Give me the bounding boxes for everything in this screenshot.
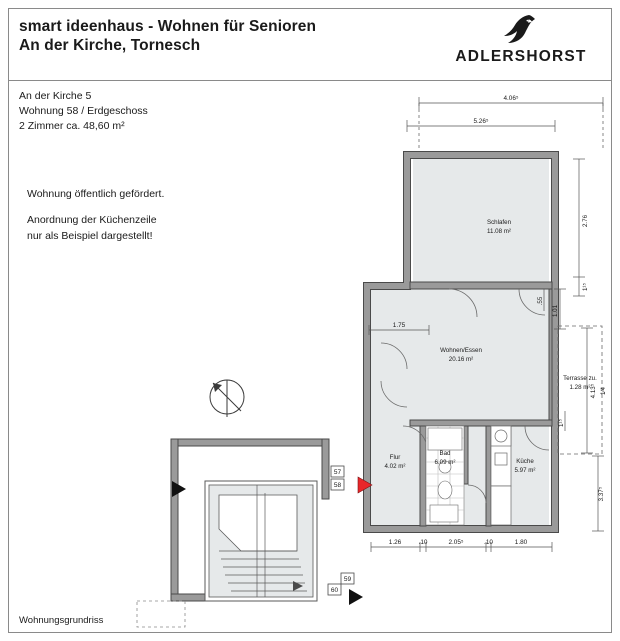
door-tag-57: 57 xyxy=(333,469,342,476)
room-area-bad: 6.09 m² xyxy=(434,459,456,466)
dim-right-115a: 1¹⁵ xyxy=(582,282,589,292)
room-name-schlafen: Schlafen xyxy=(486,219,512,226)
door-tags xyxy=(328,466,354,595)
dim-right-3375: 3.37⁵ xyxy=(598,486,605,502)
room-name-bad: Bad xyxy=(439,450,451,457)
room-name-wohnen: Wohnen/Essen xyxy=(440,347,482,354)
brand-wordmark: ADLERSHORST xyxy=(455,48,587,65)
floor-plan-drawing xyxy=(9,81,613,633)
page-title-line-1: smart ideenhaus - Wohnen für Senioren xyxy=(19,18,317,35)
note-subsidy: Wohnung öffentlich gefördert. xyxy=(27,188,165,200)
floorplan-sheet xyxy=(8,8,612,633)
room-area-flur: 4.02 m² xyxy=(384,463,406,470)
room-area-wohnen: 20.16 m² xyxy=(448,356,474,363)
sheet-header xyxy=(9,9,611,81)
room-name-flur: Flur xyxy=(389,454,401,461)
dim-right-276: 2.76 xyxy=(582,214,589,228)
dimensions-bottom xyxy=(371,539,552,552)
dim-right-101: 1.01 xyxy=(552,304,559,318)
dim-right-4135: 4.13⁵ xyxy=(590,383,597,399)
bath-fixtures xyxy=(426,426,464,525)
door-tag-58: 58 xyxy=(333,482,342,489)
room-area-terrasse: 1.28 m² xyxy=(569,384,591,391)
note-kitchen-2: nur als Beispiel dargestellt! xyxy=(27,229,153,242)
kitchen-units xyxy=(491,426,511,525)
address-line: An der Kirche 5 xyxy=(19,90,92,102)
dim-bottom-3: 2.05⁵ xyxy=(448,539,464,546)
room-area-kueche: 5.97 m² xyxy=(514,467,536,474)
dim-right-115b: 1¹⁵ xyxy=(558,418,565,428)
dimensions-top xyxy=(407,95,603,151)
room-area-schlafen: 11.08 m² xyxy=(487,228,511,235)
room-name-terrasse: Terrasse zu. xyxy=(563,375,597,382)
dim-right-55: .55 xyxy=(537,296,544,306)
dim-top-2: 5.26⁵ xyxy=(473,118,489,125)
door-tag-60: 60 xyxy=(330,587,339,594)
dim-bottom-1: 1.26 xyxy=(388,539,402,546)
dim-bottom-5: 1.80 xyxy=(514,539,528,546)
note-kitchen-1: Anordnung der Küchenzeile xyxy=(27,213,157,226)
room-name-kueche: Küche xyxy=(516,458,534,465)
rooms-area-line: 2 Zimmer ca. 48,60 m² xyxy=(19,120,125,133)
dim-inner-175: 1.75 xyxy=(392,322,406,329)
unit-line: Wohnung 58 / Erdgeschoss xyxy=(19,105,148,118)
dim-right-quarter: 1⁄4 xyxy=(600,387,607,395)
eagle-head-icon xyxy=(441,13,601,47)
footer-caption: Wohnungsgrundriss xyxy=(19,615,104,626)
dim-top-1: 4.06⁵ xyxy=(503,95,519,102)
door-tag-59: 59 xyxy=(343,576,352,583)
dim-bottom-4: .10 xyxy=(484,539,493,546)
title-block xyxy=(19,17,316,56)
dim-bottom-2: .10 xyxy=(418,539,428,546)
brand-logo xyxy=(441,13,601,66)
page-title-line-2: An der Kirche, Tornesch xyxy=(19,37,201,55)
